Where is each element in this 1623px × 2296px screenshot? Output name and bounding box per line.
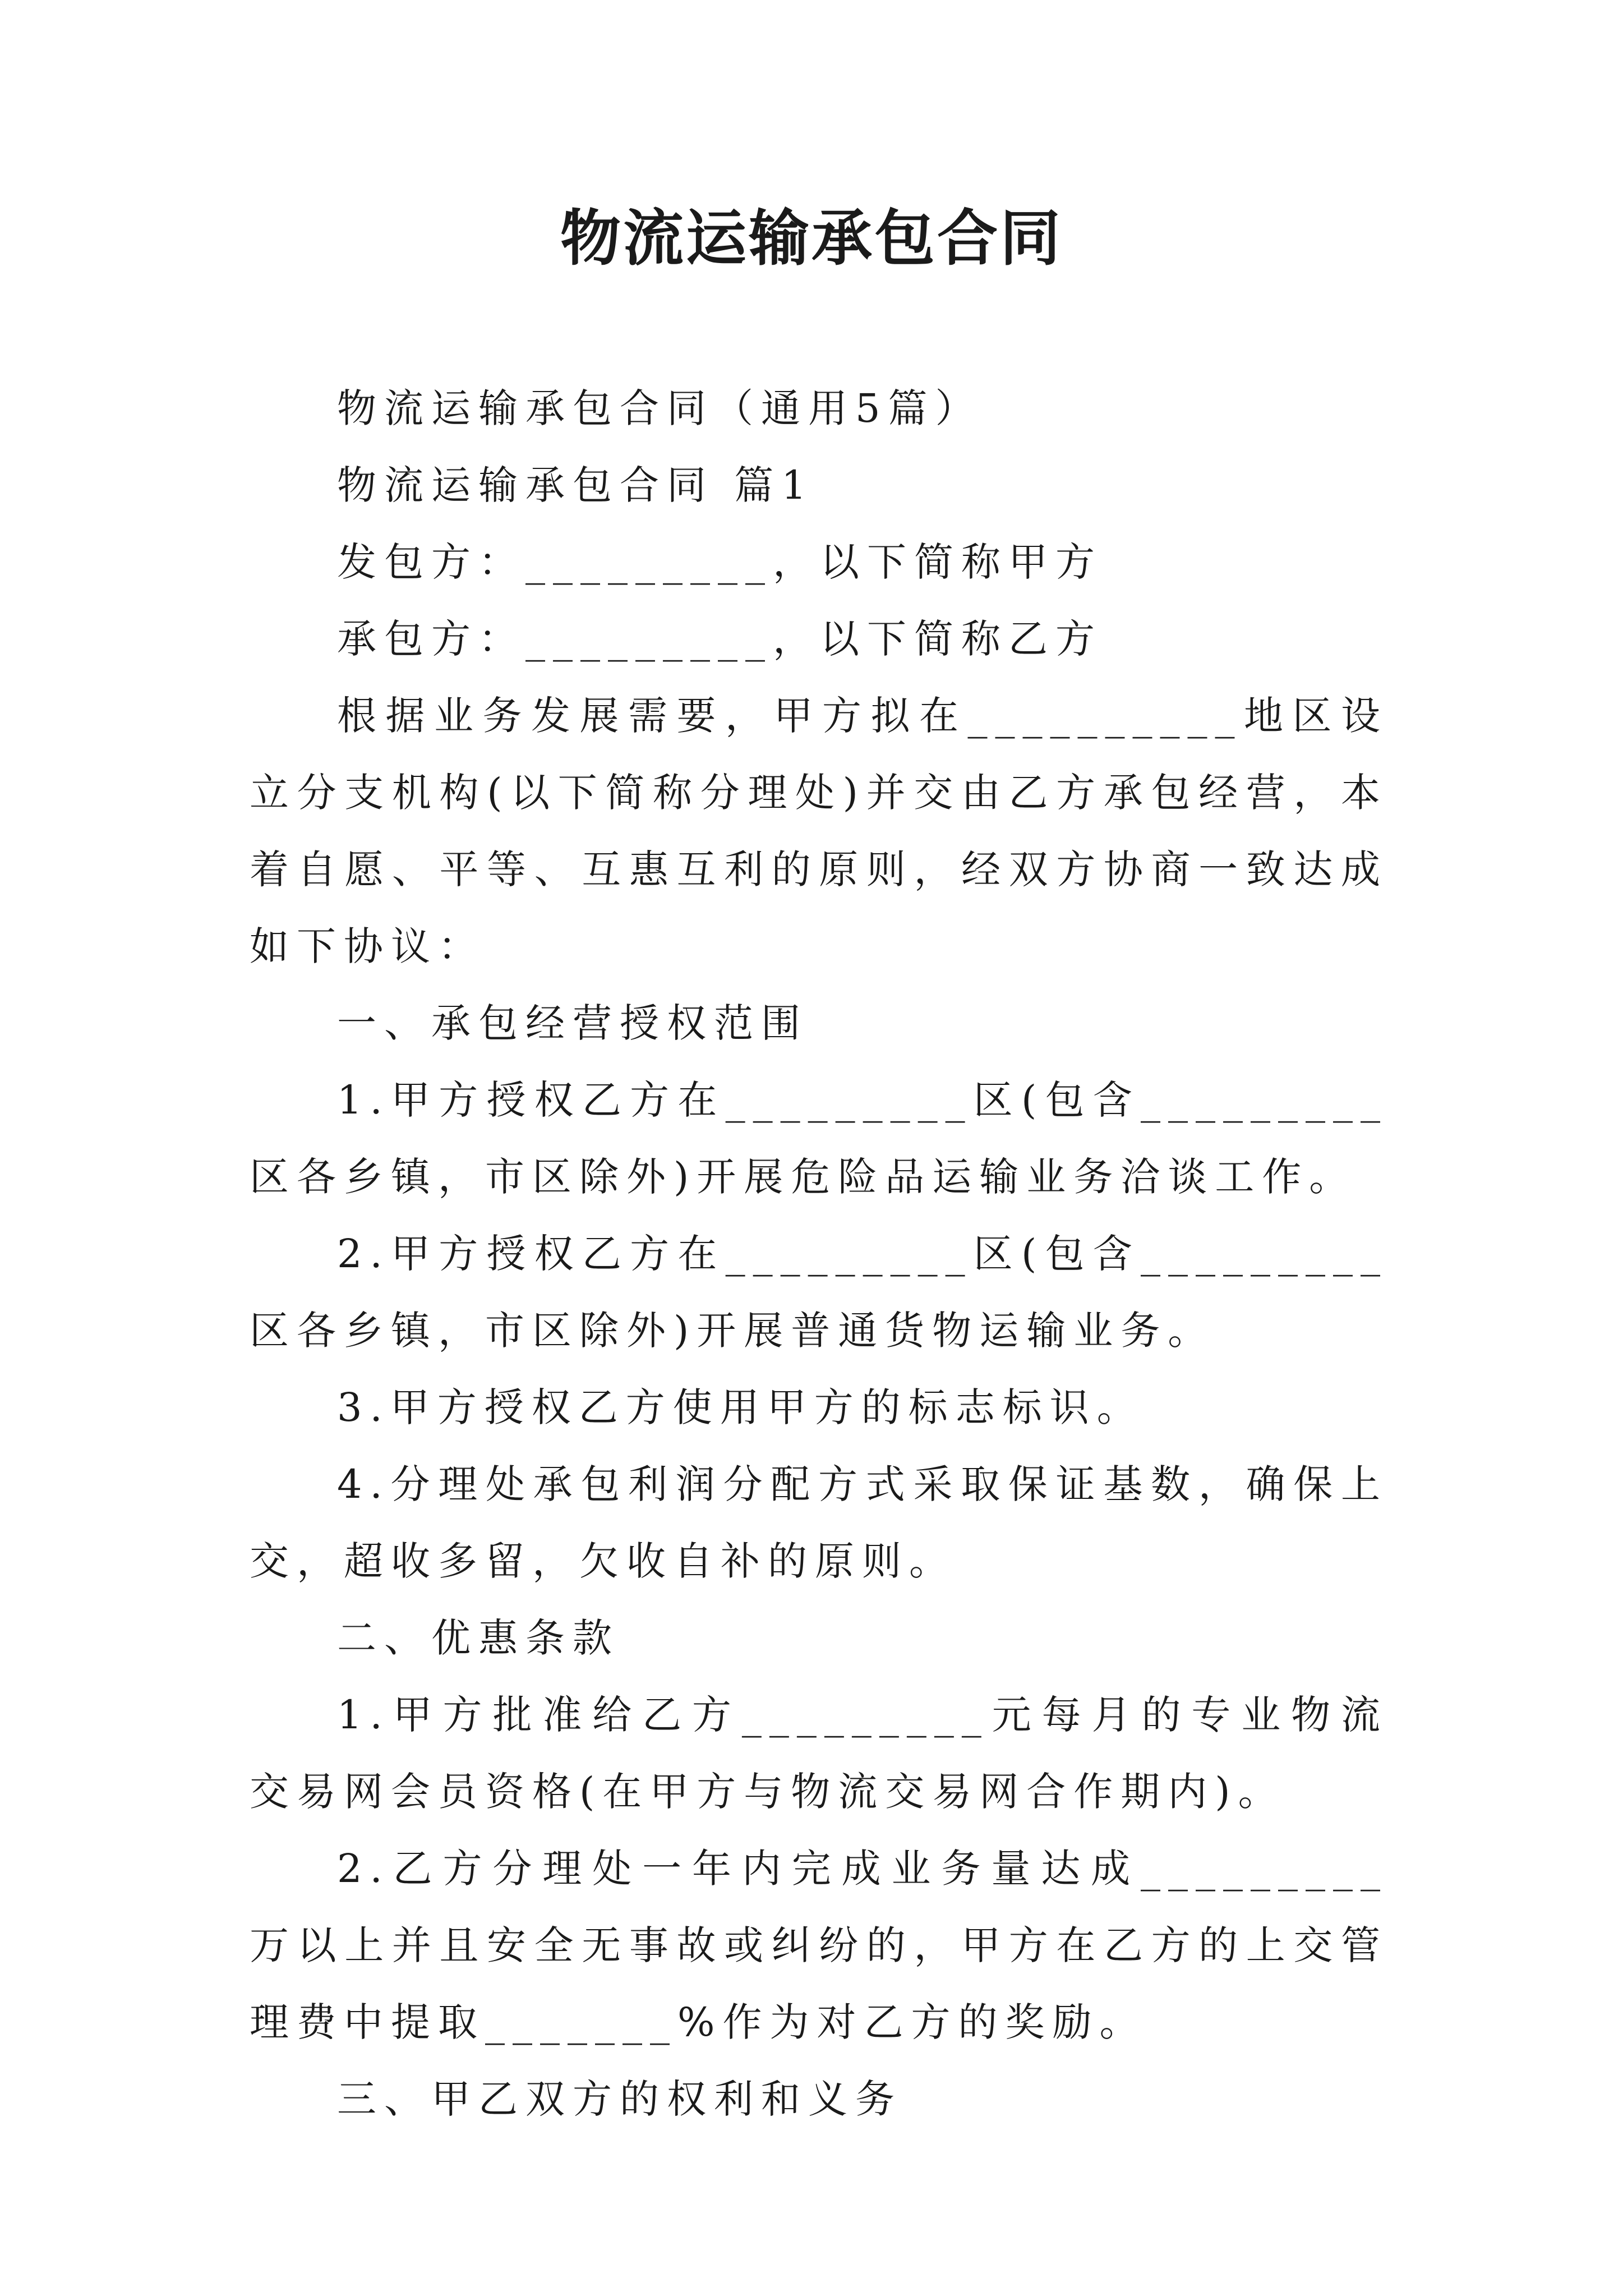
paragraph-party-a: 发包方：_________，以下简称甲方 bbox=[337, 539, 1103, 585]
paragraph-section-heading: 物流运输承包合同 篇1 bbox=[337, 462, 814, 508]
document-title: 物流运输承包合同 bbox=[560, 203, 1063, 274]
paragraph-subtitle: 物流运输承包合同（通用5篇） bbox=[337, 385, 983, 431]
paragraph-preamble: 根据业务发展需要，甲方拟在__________地区设立分支机构(以下简称分理处)并交由乙方承包经营，本着自愿、平等、互惠互利的原则，经双方协商一致达成如下协议： bbox=[250, 693, 1388, 969]
clause-2-1: 1.甲方批准给乙方_________元每月的专业物流交易网会员资格(在甲方与物流交易网合作期内)。 bbox=[250, 1692, 1388, 1815]
heading-scope: 一、承包经营授权范围 bbox=[337, 1000, 808, 1046]
clause-1-2: 2.甲方授权乙方在_________区(包含_________区各乡镇，市区除外)开展普通货物运输业务。 bbox=[250, 1231, 1388, 1354]
clause-2-2: 2.乙方分理处一年内完成业务量达成_________万以上并且安全无事故或纠纷的，甲方在乙方的上交管理费中提取_______%作为对乙方的奖励。 bbox=[250, 1846, 1388, 2045]
document-body bbox=[250, 370, 1388, 2138]
heading-preferential-terms: 二、优惠条款 bbox=[337, 1615, 620, 1661]
clause-1-1: 1.甲方授权乙方在_________区(包含_________区各乡镇，市区除外)开展危险品运输业务洽谈工作。 bbox=[250, 1077, 1388, 1200]
clause-1-4: 4.分理处承包利润分配方式采取保证基数，确保上交，超收多留，欠收自补的原则。 bbox=[250, 1461, 1388, 1584]
clause-1-3: 3.甲方授权乙方使用甲方的标志标识。 bbox=[337, 1384, 1144, 1430]
paragraph-party-b: 承包方：_________，以下简称乙方 bbox=[337, 616, 1103, 662]
heading-rights-obligations: 三、甲乙双方的权利和义务 bbox=[337, 2076, 902, 2122]
